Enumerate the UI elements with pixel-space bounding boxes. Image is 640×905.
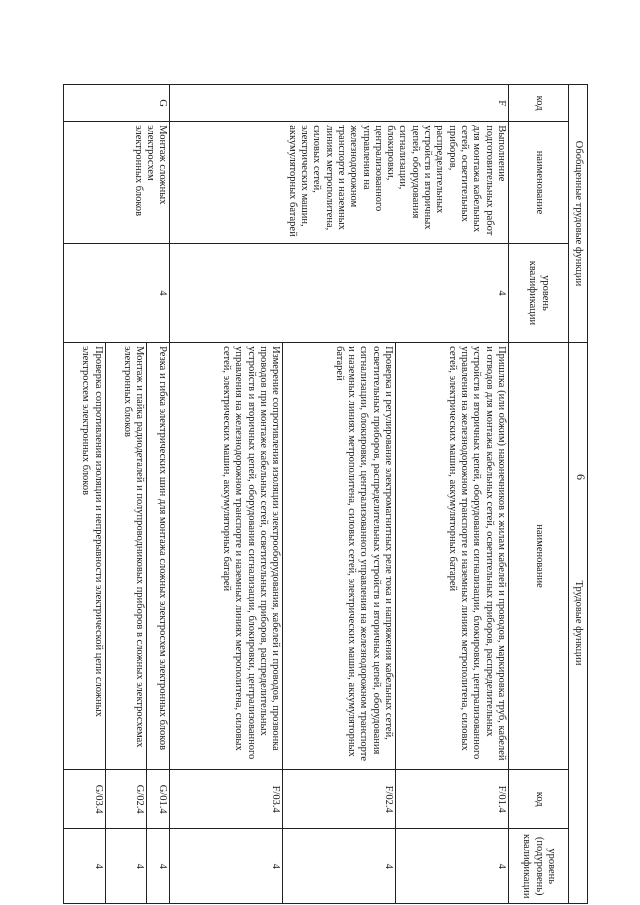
tf-name: Пришлка (или обжим) наконечников к жилам кабелей и проводов, маркировка труб, кабелей и отводов для монтажа кабельных сетей, осветительных приборов, распределительных устройств и вторичных цепей, оборудования сигнализации, блокировки, централизованного управления на железнодорожном транспорте и наземных линиях метрополитена, силовых сетей, электрических машин, аккумуляторных батарей — [396, 343, 509, 770]
tf-level: 4 — [105, 829, 147, 904]
tf-name: Измерение сопротивления изоляции электрооборудования, кабелей и проводов, прозвонка проводов при монтаже кабельных сетей, осветительных приборов, распределительных устройств и вторичных цепей, оборудования сигнализации, блокировки, централизованного управления на железнодорожном транспорте и наземных линиях метрополитена, силовых сетей, электрических машин, аккумуляторных батарей — [170, 343, 283, 770]
functions-header: Трудовые функции — [569, 343, 588, 904]
gf-level: 4 — [170, 243, 508, 342]
col-gf-name: наименование — [508, 122, 568, 244]
gf-code: F — [170, 85, 508, 122]
tf-code: F/03.4 — [170, 769, 283, 829]
tf-code: G/01.4 — [147, 769, 170, 829]
tf-level: 4 — [147, 829, 170, 904]
gf-code: G — [64, 85, 170, 122]
page-number: 6 — [574, 474, 588, 480]
col-tf-level: уровень (подуровень) квалификации — [508, 829, 568, 904]
functions-table — [63, 84, 588, 904]
tf-name: Монтаж и пайка радиодеталей и полупроводниковых приборов в сложных электросхемах электронных блоков — [105, 343, 147, 770]
tf-code: G/03.4 — [64, 769, 106, 829]
tf-code: G/02.4 — [105, 769, 147, 829]
col-gf-code: код — [508, 85, 568, 122]
tf-name: Проверка сопротивления изоляции и непрерывности электрической цепи сложных электросхем электронных блоков — [64, 343, 106, 770]
gf-name: Монтаж сложных электросхем электронных блоков — [64, 122, 170, 244]
tf-code: F/02.4 — [283, 769, 396, 829]
gf-level: 4 — [64, 243, 170, 342]
table-row — [147, 85, 170, 904]
tf-level: 4 — [396, 829, 509, 904]
tf-name: Резка и гибка электрических шин для монтажа сложных электросхем электронных блоков — [147, 343, 170, 770]
tf-level: 4 — [170, 829, 283, 904]
tf-name: Проверка и регулирование электромагнитных реле тока и напряжения кабельных сетей, осветительных приборов, распределительных устройств и вторичных цепей, оборудования сигнализации, блокировки, централизованного управления на железнодорожном транспорте и наземных линиях метрополитена, силовых сетей, электрических машин, аккумуляторных батарей — [283, 343, 396, 770]
gf-name: Выполнение подготовительных работ для монтажа кабельных сетей, осветительных приборов, распределительных устройств и вторичных цепей, оборудования сигнализации, блокировки, централизованного управления на железнодорожном транспорте и наземных линиях метрополитена, силовых сетей, электрических машин, аккумуляторных батарей — [170, 122, 508, 244]
group-header: Обобщенные трудовые функции — [569, 85, 588, 343]
tf-code: F/01.4 — [396, 769, 509, 829]
col-tf-code: код — [508, 769, 568, 829]
col-gf-level: уровень квалификации — [508, 243, 568, 342]
table-row — [396, 85, 509, 904]
col-tf-name: наименование — [508, 343, 568, 770]
rotated-table-container — [63, 84, 588, 904]
tf-level: 4 — [283, 829, 396, 904]
tf-level: 4 — [64, 829, 106, 904]
